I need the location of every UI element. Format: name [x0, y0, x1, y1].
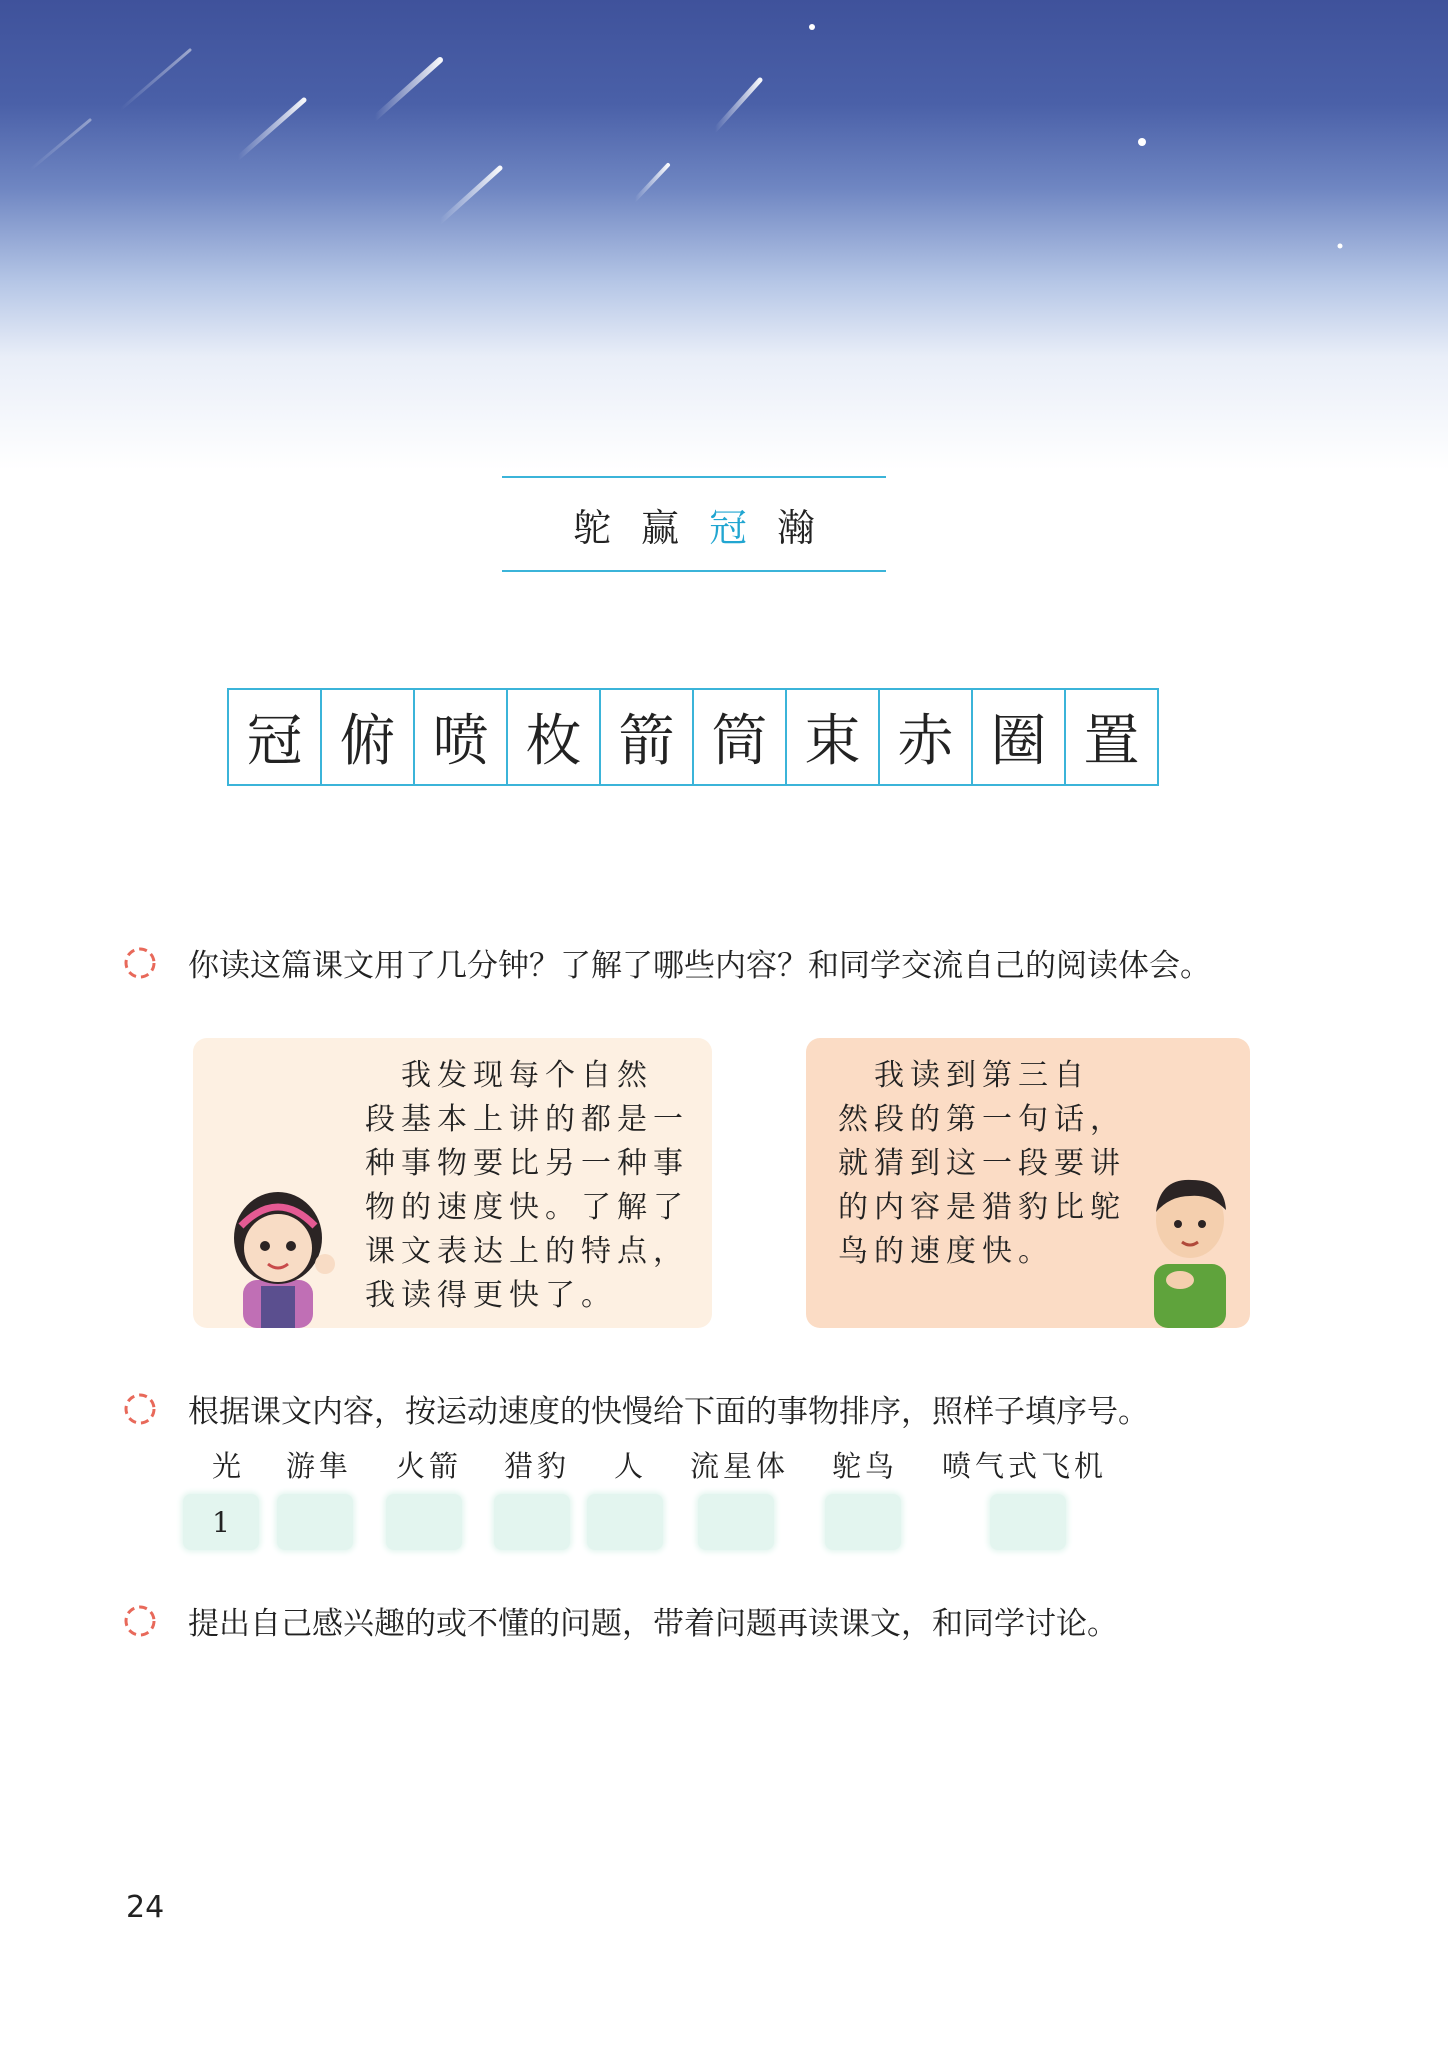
vocab-word-highlight: 冠 — [709, 505, 748, 550]
bubble-line: 段基本上讲的都是一 — [365, 1102, 689, 1137]
vocab-word: 鸵 — [572, 505, 611, 550]
character-cell: 冠 — [229, 690, 322, 784]
vocab-words — [502, 476, 886, 572]
ranking-item: 流星体 — [690, 1449, 790, 1483]
character-cell: 喷 — [415, 690, 508, 784]
answer-box[interactable] — [825, 1494, 901, 1550]
question-2-text: 根据课文内容，按运动速度的快慢给下面的事物排序，照样子填序号。 — [188, 1394, 1149, 1430]
question-1 — [122, 940, 1211, 985]
bubble-line: 我读到第三自 — [838, 1058, 1090, 1093]
dashed-circle-icon — [122, 1603, 158, 1639]
question-1-text: 你读这篇课文用了几分钟？了解了哪些内容？和同学交流自己的阅读体会。 — [188, 948, 1211, 984]
ranking-item: 鸵鸟 — [832, 1449, 899, 1483]
ranking-item: 喷气式飞机 — [942, 1449, 1108, 1483]
character-cell: 箭 — [601, 690, 694, 784]
answer-box[interactable] — [990, 1494, 1066, 1550]
ranking-item: 人 — [614, 1449, 648, 1483]
character-cell: 置 — [1083, 709, 1140, 774]
ranking-items — [0, 1444, 1448, 1484]
vocab-word: 瀚 — [777, 505, 816, 550]
answer-box[interactable] — [494, 1494, 570, 1550]
bubble-line: 物的速度快。了解了 — [365, 1190, 689, 1225]
bubble-line: 鸟的速度快。 — [838, 1234, 1054, 1269]
bubble-line: 然段的第一句话， — [838, 1102, 1126, 1137]
sky-meteor-illustration — [0, 0, 1448, 470]
answer-boxes — [0, 1494, 1448, 1552]
character-grid — [227, 688, 1159, 786]
girl-avatar — [213, 1168, 348, 1328]
answer-box[interactable] — [386, 1494, 462, 1550]
bubble-line: 我读得更快了。 — [365, 1278, 617, 1313]
answer-box[interactable] — [277, 1494, 353, 1550]
ranking-item: 火箭 — [396, 1449, 463, 1483]
page-number: 24 — [126, 1890, 165, 1925]
ranking-item: 游隼 — [286, 1449, 353, 1483]
character-cell: 筒 — [694, 690, 787, 784]
speech-bubble-boy — [806, 1038, 1250, 1328]
boy-avatar — [1140, 1168, 1240, 1328]
answer-box[interactable] — [698, 1494, 774, 1550]
answer-box[interactable] — [587, 1494, 663, 1550]
meteor-streaks — [0, 0, 1448, 470]
dashed-circle-icon — [122, 1391, 158, 1427]
character-cell: 圈 — [973, 690, 1066, 784]
answer-box[interactable]: 1 — [183, 1494, 259, 1550]
question-3 — [122, 1598, 1118, 1643]
bubble-line: 就猜到这一段要讲 — [838, 1146, 1126, 1181]
character-cell: 俯 — [322, 690, 415, 784]
bubble-line: 课文表达上的特点， — [365, 1234, 689, 1269]
dashed-circle-icon — [122, 945, 158, 981]
character-cell: 赤 — [880, 690, 973, 784]
question-2 — [122, 1386, 1149, 1431]
bubble-line: 我发现每个自然 — [365, 1058, 653, 1093]
vocab-word: 赢 — [640, 505, 679, 550]
ranking-item: 光 — [212, 1449, 246, 1483]
character-cell: 束 — [787, 690, 880, 784]
ranking-item: 猎豹 — [504, 1449, 571, 1483]
question-3-text: 提出自己感兴趣的或不懂的问题，带着问题再读课文，和同学讨论。 — [188, 1606, 1118, 1642]
bubble-line: 种事物要比另一种事 — [365, 1146, 689, 1181]
speech-bubble-girl — [193, 1038, 712, 1328]
bubble-line: 的内容是猎豹比鸵 — [838, 1190, 1126, 1225]
character-cell: 枚 — [508, 690, 601, 784]
